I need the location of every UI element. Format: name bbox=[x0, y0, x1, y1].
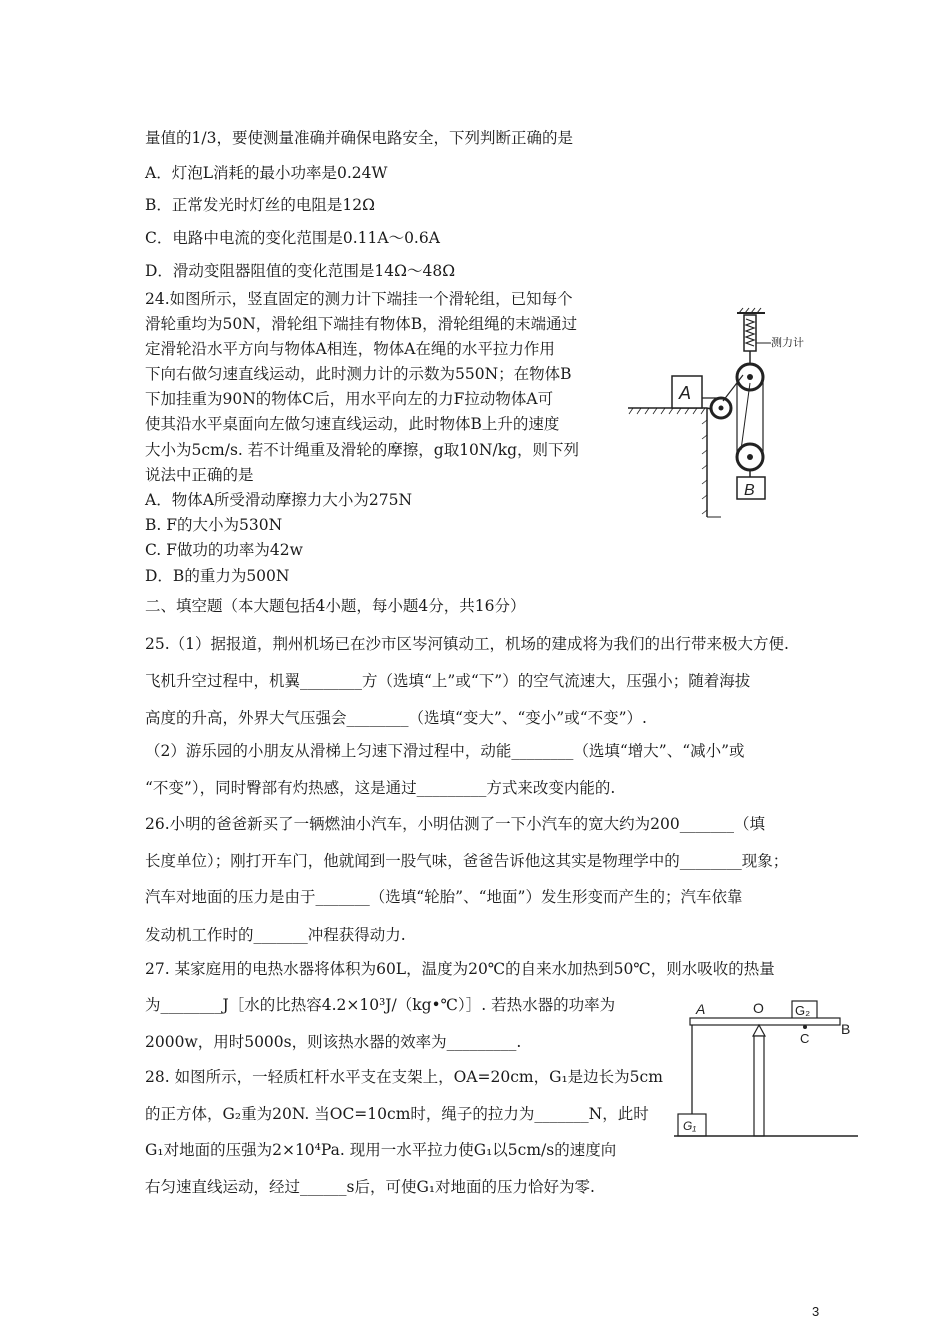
label-g1: G₁ bbox=[683, 1119, 697, 1133]
text-line: G₁对地面的压强为2×10⁴Pa. 现用一水平拉力使G₁以5cm/s的速度向 bbox=[145, 1141, 617, 1159]
text-line: A．灯泡L消耗的最小功率是0.24W bbox=[145, 164, 388, 182]
text-line: 长度单位）；刚打开车门，他就闻到一股气味，爸爸告诉他这其实是物理学中的________现象； bbox=[145, 852, 789, 870]
text-line: 大小为5cm/s. 若不计绳重及滑轮的摩擦，g取10N/kg，则下列 bbox=[145, 441, 580, 459]
label-c: C bbox=[800, 1031, 810, 1046]
text-line: 下加挂重为90N的物体C后，用水平向左的力F拉动物体A可 bbox=[145, 390, 554, 408]
label-b: B bbox=[744, 482, 755, 499]
text-line: 24.如图所示，竖直固定的测力计下端挂一个滑轮组，已知每个 bbox=[145, 290, 573, 308]
text-line: 高度的升高，外界大气压强会________（选填“变大”、“变小”或“不变”）. bbox=[145, 709, 647, 727]
text-line: B. F的大小为530N bbox=[145, 516, 283, 534]
label-o: O bbox=[753, 1000, 764, 1016]
label-b: B bbox=[841, 1021, 851, 1037]
text-line: 26.小明的爸爸新买了一辆燃油小汽车，小明估测了一下小汽车的宽大约为200_______（填 bbox=[145, 815, 765, 833]
section-heading: 二、填空题（本大题包括4小题，每小题4分，共16分） bbox=[145, 597, 526, 615]
text-line: 说法中正确的是 bbox=[145, 466, 254, 484]
text-line: 使其沿水平桌面向左做匀速直线运动，此时物体B上升的速度 bbox=[145, 415, 560, 433]
text-line: （2）游乐园的小朋友从滑梯上匀速下滑过程中，动能________（选填“增大”、“减小”或 bbox=[145, 742, 745, 760]
text-line: 下向右做匀速直线运动，此时测力计的示数为550N；在物体B bbox=[145, 365, 572, 383]
text-line: 发动机工作时的_______冲程获得动力. bbox=[145, 926, 406, 944]
text-line: 汽车对地面的压力是由于_______（选填“轮胎”、“地面”）发生形变而产生的；汽车依靠 bbox=[145, 888, 743, 906]
label-spring-scale: 测力计 bbox=[771, 337, 804, 349]
label-a: A bbox=[679, 383, 692, 403]
text-line: B．正常发光时灯丝的电阻是12Ω bbox=[145, 196, 375, 214]
fulcrum bbox=[753, 1025, 765, 1036]
lever-bar bbox=[690, 1018, 840, 1025]
support-post bbox=[754, 1036, 764, 1136]
text-line: 27. 某家庭用的电热水器将体积为60L，温度为20℃的自来水加热到50℃，则水吸收的热量 bbox=[145, 960, 775, 978]
text-line: A．物体A所受滑动摩擦力大小为275N bbox=[145, 491, 413, 509]
text-line: 滑轮重均为50N，滑轮组下端挂有物体B，滑轮组绳的末端通过 bbox=[145, 315, 578, 333]
lever-figure bbox=[672, 996, 862, 1158]
text-line: “不变”），同时臀部有灼热感，这是通过_________方式来改变内能的. bbox=[145, 779, 616, 797]
pulley-figure bbox=[625, 305, 845, 523]
text-line: 飞机升空过程中，机翼________方（选填“上”或“下”）的空气流速大，压强小；随着海拔 bbox=[145, 672, 751, 690]
text-line: 定滑轮沿水平方向与物体A相连，物体A在绳的水平拉力作用 bbox=[145, 340, 555, 358]
text-line: C. F做功的功率为42w bbox=[145, 541, 303, 559]
text-line: 量值的1/3，要使测量准确并确保电路安全，下列判断正确的是 bbox=[145, 129, 573, 147]
label-g2: G₂ bbox=[795, 1003, 811, 1018]
text-line: 右匀速直线运动，经过______s后，可使G₁对地面的压力恰好为零. bbox=[145, 1178, 595, 1196]
text-line: 25.（1）据报道，荆州机场已在沙市区岑河镇动工，机场的建成将为我们的出行带来极大方便. bbox=[145, 635, 789, 653]
text-line: C．电路中电流的变化范围是0.11A～0.6A bbox=[145, 229, 440, 247]
text-line: D．B的重力为500N bbox=[145, 567, 290, 585]
label-a: A bbox=[696, 1001, 706, 1017]
text-line: 28. 如图所示，一轻质杠杆水平支在支架上，OA=20cm，G₁是边长为5cm bbox=[145, 1068, 663, 1086]
text-line: 2000w，用时5000s，则该热水器的效率为_________. bbox=[145, 1033, 522, 1051]
text-line: D．滑动变阻器阻值的变化范围是14Ω～48Ω bbox=[145, 262, 456, 280]
text-line: 的正方体，G₂重为20N. 当OC=10cm时，绳子的拉力为_______N，此时 bbox=[145, 1105, 649, 1123]
text-line: 为________J［水的比热容4.2×10³J/（kg•℃）］. 若热水器的功率为 bbox=[145, 996, 616, 1014]
page-number: 3 bbox=[812, 1304, 820, 1319]
